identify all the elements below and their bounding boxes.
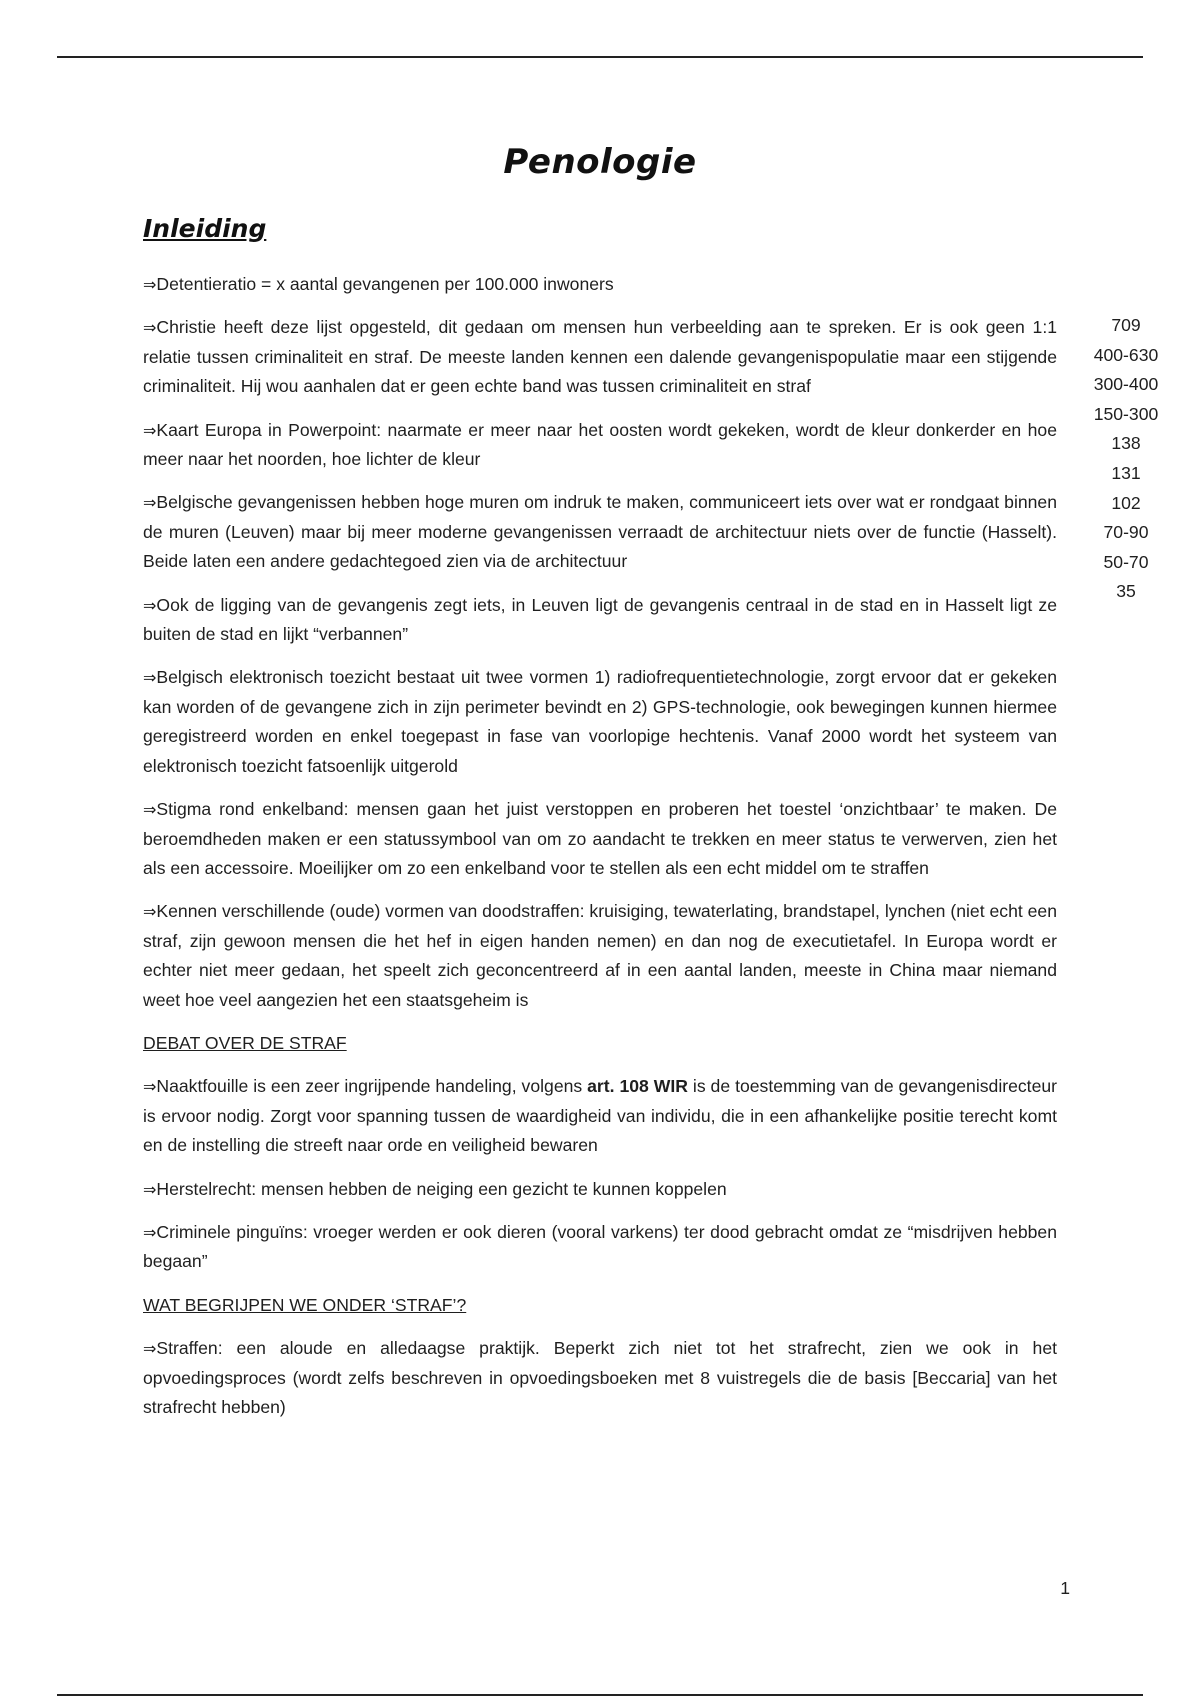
straf-paragraphs xyxy=(143,1334,1057,1422)
arrow-icon: ⇒ xyxy=(143,902,157,922)
arrow-icon: ⇒ xyxy=(143,275,157,294)
arrow-icon: ⇒ xyxy=(143,1222,157,1242)
paragraph xyxy=(143,795,1057,883)
detention-ratio-value: 35 xyxy=(1116,581,1136,602)
arrow-icon: ⇒ xyxy=(143,595,157,615)
heading-wat-begrijpen-we-onder-straf: WAT BEGRIJPEN WE ONDER ‘STRAF’? xyxy=(143,1294,467,1315)
paragraph-text: Detentieratio = x aantal gevangenen per 100.000 inwoners xyxy=(156,274,614,294)
paragraph-text: Naaktfouille is een zeer ingrijpende handeling, volgens xyxy=(156,1076,588,1097)
arrow-icon: ⇒ xyxy=(143,800,157,820)
paragraph-text: is de toestemming van de gevangenisdirecteur is ervoor nodig. Zorgt voor spanning tussen de waardigheid van individu, die in een afhankelijke positie terecht komt en de instelling die streeft naar orde en veiligheid bewaren xyxy=(143,1076,1057,1156)
paragraph xyxy=(143,313,1057,401)
arrow-icon: ⇒ xyxy=(143,420,157,440)
section-title: Inleiding xyxy=(143,214,267,243)
paragraph-text: Criminele pinguïns: vroeger werden er ook dieren (vooral varkens) ter dood gebracht omdat ze “misdrijven hebben begaan” xyxy=(143,1221,1057,1272)
paragraph xyxy=(143,1175,1057,1204)
paragraph-text: Kaart Europa in Powerpoint: naarmate er meer naar het oosten wordt gekeken, wordt de kleur donkerder en hoe meer naar het noorden, hoe lichter de kleur xyxy=(143,419,1057,470)
legal-reference: art. 108 WIR xyxy=(587,1076,688,1097)
paragraph xyxy=(143,488,1057,576)
paragraph-naaktfouille xyxy=(143,1072,1057,1160)
page-top-rule xyxy=(57,56,1143,58)
paragraph xyxy=(143,270,1057,299)
paragraph xyxy=(143,1334,1057,1422)
detention-ratio-value: 138 xyxy=(1111,433,1141,454)
page-number: 1 xyxy=(1060,1578,1070,1598)
detention-ratio-value: 709 xyxy=(1111,315,1141,335)
detention-ratio-value: 131 xyxy=(1111,462,1141,483)
heading-debat-over-de-straf: DEBAT OVER DE STRAF xyxy=(143,1032,347,1053)
detention-ratio-value: 300-400 xyxy=(1093,374,1159,395)
paragraph xyxy=(143,591,1057,650)
arrow-icon: ⇒ xyxy=(143,493,157,513)
arrow-icon: ⇒ xyxy=(143,1179,157,1199)
paragraph-text: Ook de ligging van de gevangenis zegt iets, in Leuven ligt de gevangenis centraal in de stad en in Hasselt ligt ze buiten de stad en lijkt “verbannen” xyxy=(143,594,1057,645)
paragraph xyxy=(143,663,1057,781)
detention-ratio-list xyxy=(1080,311,1172,607)
paragraph xyxy=(143,897,1057,1015)
paragraph-text: Herstelrecht: mensen hebben de neiging een gezicht te kunnen koppelen xyxy=(156,1178,727,1199)
debat-paragraphs xyxy=(143,1175,1057,1277)
arrow-icon: ⇒ xyxy=(143,1339,157,1359)
paragraph-text: Belgische gevangenissen hebben hoge muren om indruk te maken, communiceert iets over wat er rondgaat binnen de muren (Leuven) maar bij meer moderne gevangenissen verraadt de architectuur niets over de functie (Hasselt). Beide laten een andere gedachtegoed zien via de architectuur xyxy=(143,492,1057,572)
intro-paragraphs xyxy=(143,270,1057,1015)
arrow-icon: ⇒ xyxy=(143,668,157,688)
document-body xyxy=(143,270,1057,1436)
paragraph xyxy=(143,1218,1057,1277)
paragraph-text: Christie heeft deze lijst opgesteld, dit gedaan om mensen hun verbeelding aan te spreken. Er is ook geen 1:1 relatie tussen criminaliteit en straf. De meeste landen kennen een dalende gevangenispopulatie maar een stijgende criminaliteit. Hij wou aanhalen dat er geen echte band was tussen criminaliteit en straf xyxy=(143,317,1057,397)
detention-ratio-value: 70-90 xyxy=(1103,522,1149,543)
detention-ratio-value: 50-70 xyxy=(1103,551,1149,572)
arrow-icon: ⇒ xyxy=(143,1077,157,1097)
arrow-icon: ⇒ xyxy=(143,318,157,338)
paragraph-text: Stigma rond enkelband: mensen gaan het juist verstoppen en proberen het toestel ‘onzichtbaar’ te maken. De beroemdheden maken er een statussymbool van om zo aandacht te trekken en meer status te verwerven, zien het als een accessoire. Moeilijker om zo een enkelband voor te stellen als een echt middel om te straffen xyxy=(143,799,1057,878)
paragraph-text: Belgisch elektronisch toezicht bestaat uit twee vormen 1) radiofrequentietechnologie, zorgt ervoor dat er gekeken kan worden of de gevangene zich in zijn perimeter bevindt en 2) GPS-technologie, ook bewegingen kunnen hiermee geregistreerd worden en enkel toegepast in fase van voorlopige hechtenis. Vanaf 2000 wordt het systeem van elektronisch toezicht fatsoenlijk uitgerold xyxy=(143,667,1057,776)
detention-ratio-value: 400-630 xyxy=(1093,344,1159,365)
detention-ratio-value: 150-300 xyxy=(1093,403,1159,424)
page-bottom-rule xyxy=(57,1694,1143,1696)
document-title: Penologie xyxy=(503,142,697,182)
paragraph xyxy=(143,416,1057,475)
paragraph-text: Straffen: een aloude en alledaagse praktijk. Beperkt zich niet tot het strafrecht, zien we ook in het opvoedingsproces (wordt zelfs beschreven in opvoedingsboeken met 8 vuistregels die de basis [Beccaria] van het strafrecht hebben) xyxy=(143,1338,1057,1417)
paragraph-text: Kennen verschillende (oude) vormen van doodstraffen: kruisiging, tewaterlating, brandstapel, lynchen (niet echt een straf, zijn gewoon mensen die het hef in eigen handen nemen) en dan nog de executietafel. In Europa wordt er echter niet meer gedaan, het speelt zich geconcentreerd af in een aantal landen, meeste in China maar niemand weet hoe veel aangezien het een staatsgeheim is xyxy=(143,901,1057,1010)
detention-ratio-value: 102 xyxy=(1111,492,1141,513)
